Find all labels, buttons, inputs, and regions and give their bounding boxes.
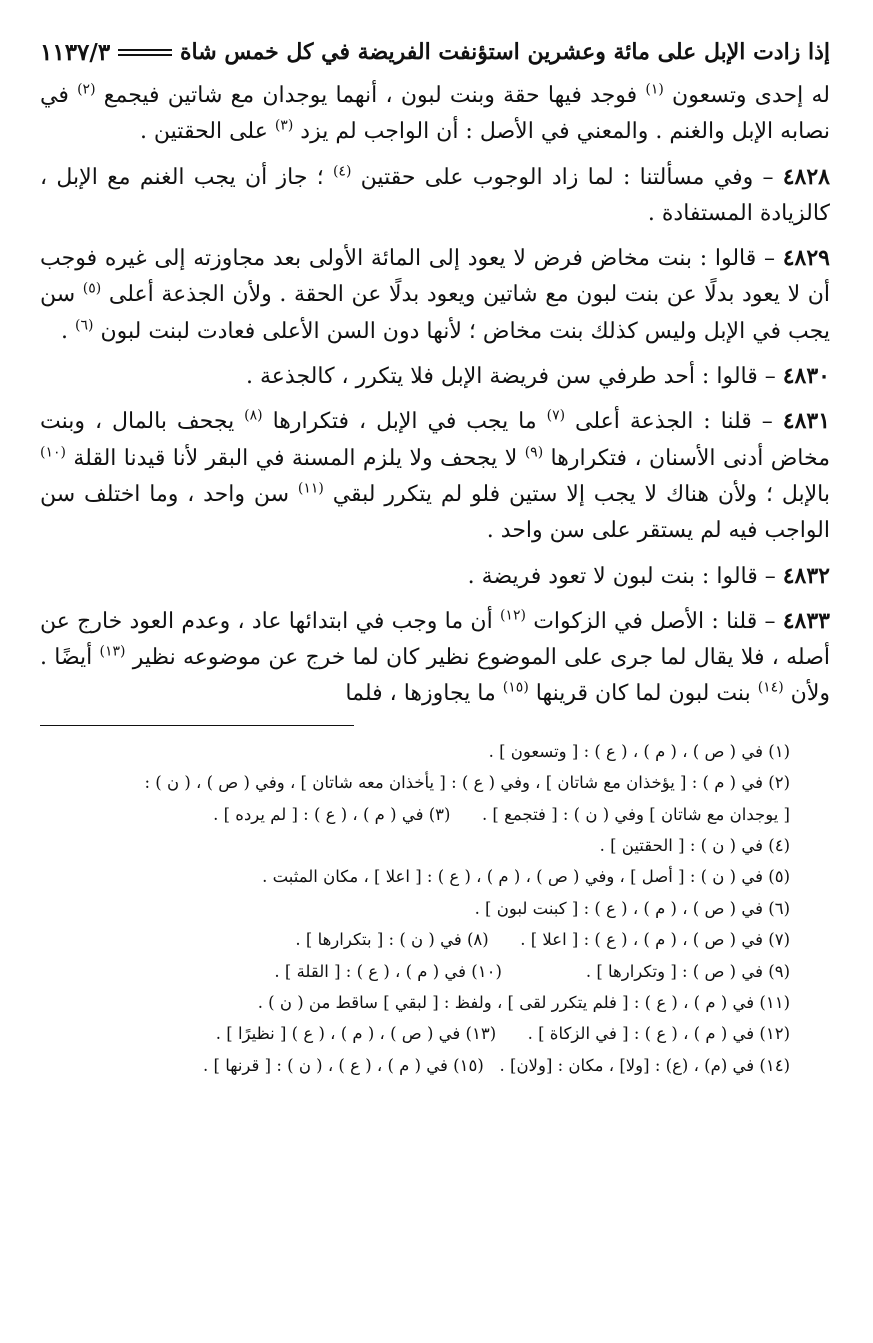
paragraph <box>40 78 830 151</box>
paragraph <box>40 603 830 713</box>
text-run: – وفي مسألتنا : لما زاد الوجوب على حقتين <box>351 164 783 190</box>
text-run: – قلنا : الجذعة أعلى <box>565 409 783 435</box>
book-page <box>40 30 830 1081</box>
footnote: (٥) في ( ن ) : [ أصل ] ، وفي ( ص ) ، ( م ) ، ( ع ) : [ اعلا ] ، مكان المثبت . <box>262 867 790 887</box>
paragraph-number: ٤٨٣٣ <box>782 607 830 634</box>
text-run: أن ما وجب في ابتدائها عاد ، وعدم العود خارج عن أصله ، فلا يقال لما جرى على الموضوع نظير كان لما خرج عن موضوعه نظير <box>40 608 830 671</box>
footnote-marker: (٣) <box>274 117 294 134</box>
text-run: سن واحد ، وما اختلف سن الواجب فيه لم يستقر على سن واحد . <box>40 481 830 544</box>
text-run: – قلنا : الأصل في الزكوات <box>525 608 783 634</box>
footnotes <box>40 736 830 1081</box>
running-title: إذا زادت الإبل على مائة وعشرين استؤنفت الفريضة في كل خمس شاة <box>180 39 830 65</box>
paragraph-number: ٤٨٢٩ <box>782 245 830 272</box>
text-run: – قالوا : أحد طرفي سن فريضة الإبل فلا يتكرر ، كالجذعة . <box>246 364 783 390</box>
text-run: في نصابه الإبل والغنم . والمعني في الأصل : أن الواجب لم يزد <box>40 83 830 145</box>
footnote-marker: (١٣) <box>99 643 126 660</box>
footnote: (١٤) في (م) ، (ع) : [ولا] ، مكان : [ولان] . (١٥) في ( م ) ، ( ع ) ، ( ن ) : [ قرنها ] . <box>203 1055 790 1075</box>
footnote-marker: (٩) <box>524 444 544 461</box>
text-run: سن يجب في الإبل وليس كذلك بنت مخاض ؛ لأنها دون السن الأعلى فعادت لبنت لبون <box>40 282 830 344</box>
footnote: [ يوجدان مع شاتان ] وفي ( ن ) : [ فتجمع ] . (٣) في ( م ) ، ( ع ) : [ لم يرده ] . <box>213 804 790 824</box>
text-run: يجحف بالمال ، وبنت مخاض أدنى الأسنان ، فتكرارها <box>40 409 830 471</box>
text-run: – قالوا : بنت مخاض فرض لا يعود إلى المائة الأولى بعد مجاوزته إلى غيره فوجب أن لا يعود بدلًا عن بنت لبون مع شاتين ويعود بدلًا عن الحقة . ولأن الجذعة أعلى <box>40 246 830 308</box>
footnote-marker: (١١) <box>297 480 324 497</box>
text-run: ؛ جاز أن يجب الغنم مع الإبل ، كالزيادة المستفادة . <box>40 164 830 226</box>
footnote-marker: (١) <box>645 81 664 98</box>
paragraph <box>40 403 830 549</box>
footnote: (٢) في ( م ) : [ يؤخذان مع شاتان ] ، وفي ( ع ) : [ يأخذان معه شاتان ] ، وفي ( ص ) ، ( ن ) : <box>144 773 790 793</box>
footnote-marker: (٢) <box>77 81 96 98</box>
footnote: (١٢) في ( م ) ، ( ع ) : [ في الزكاة ] . (١٣) في ( ص ) ، ( م ) ، ( ع ) [ نظيرًا ] . <box>215 1024 790 1044</box>
running-header <box>40 30 830 74</box>
footnote-separator <box>40 725 354 726</box>
paragraph <box>40 240 830 350</box>
paragraph-number: ٤٨٣٠ <box>782 363 830 390</box>
text-run: بنت لبون لما كان قرينها <box>528 681 758 707</box>
footnote-marker: (٥) <box>82 281 102 298</box>
text-run: لا يجحف ولا يلزم المسنة في البقر لأنا قيدنا القلة <box>65 445 525 471</box>
footnote: (١) في ( ص ) ، ( م ) ، ( ع ) : [ وتسعون ] . <box>488 741 790 761</box>
paragraph <box>40 358 830 395</box>
footnote-marker: (١٢) <box>499 607 526 624</box>
paragraph-number: ٤٨٢٨ <box>782 163 830 190</box>
footnote-marker: (١٠) <box>40 444 66 461</box>
footnote: (٩) في ( ص ) : [ وتكرارها ] . (١٠) في ( م ) ، ( ع ) : [ القلة ] . <box>274 961 790 981</box>
text-run: أيضًا . ولأن <box>40 645 830 707</box>
text-run: بالإبل ؛ ولأن هناك لا يجب إلا ستين فلو لم يتكرر لبقي <box>323 481 830 507</box>
page-number: ١١٣٧/٣ <box>40 38 111 66</box>
paragraph <box>40 558 830 595</box>
footnote-marker: (٨) <box>244 408 263 425</box>
text-run: على الحقتين . <box>139 119 275 145</box>
footnote-marker: (١٤) <box>757 680 784 697</box>
footnote-marker: (٤) <box>332 163 352 180</box>
paragraph-number: ٤٨٣٢ <box>782 562 830 589</box>
paragraph <box>40 159 830 233</box>
text-run: فوجد فيها حقة وبنت لبون ، أنهما يوجدان مع شاتين فيجمع <box>95 83 646 108</box>
footnote: (٧) في ( ص ) ، ( م ) ، ( ع ) : [ اعلا ] . (٨) في ( ن ) : [ بتكرارها ] . <box>295 930 790 950</box>
text-run: . <box>61 318 75 344</box>
text-run: له إحدى وتسعون <box>663 83 830 108</box>
header-double-rule <box>118 49 172 56</box>
footnote-marker: (٦) <box>75 317 94 334</box>
main-text <box>40 78 830 713</box>
text-run: ما يجب في الإبل ، فتكرارها <box>262 409 547 435</box>
footnote: (٦) في ( ص ) ، ( م ) ، ( ع ) : [ كبنت لبون ] . <box>474 898 790 918</box>
footnote: (١١) في ( م ) ، ( ع ) : [ فلم يتكرر لقى ] ، ولفظ : [ لبقي ] ساقط من ( ن ) . <box>257 993 790 1012</box>
text-run: – قالوا : بنت لبون لا تعود فريضة . <box>467 563 783 589</box>
footnote-marker: (١٥) <box>502 680 529 697</box>
text-run: ما يجاوزها ، فلما <box>345 681 503 707</box>
footnote-marker: (٧) <box>546 408 566 425</box>
footnote: (٤) في ( ن ) : [ الحقتين ] . <box>599 835 790 855</box>
paragraph-number: ٤٨٣١ <box>782 408 831 435</box>
